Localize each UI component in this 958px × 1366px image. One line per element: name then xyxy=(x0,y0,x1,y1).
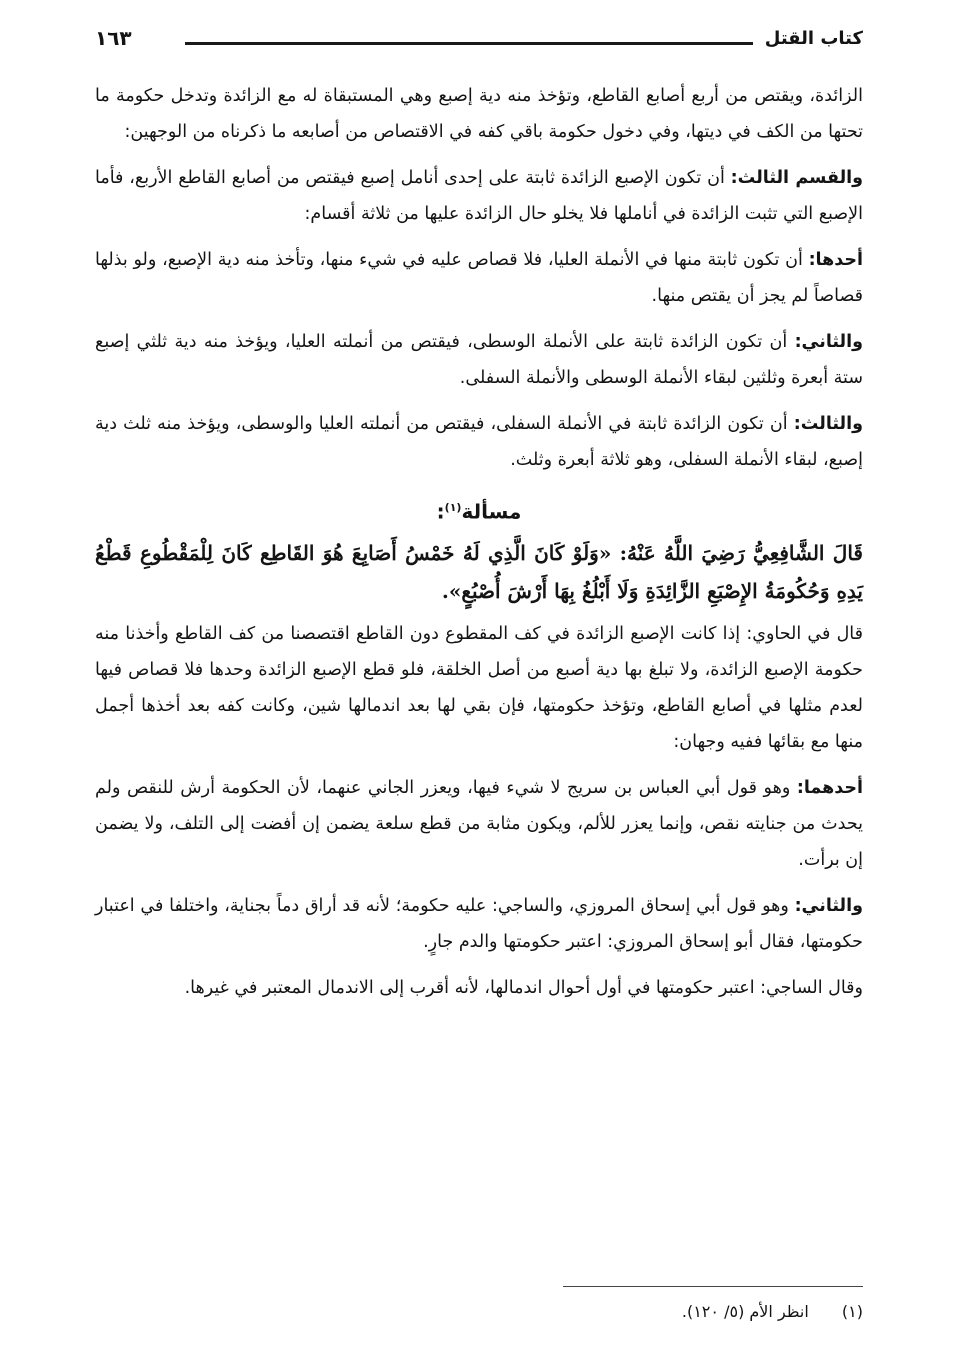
quoted-text: قَالَ الشَّافِعِيُّ رَضِيَ اللَّهُ عَنْهُ: «وَلَوْ كَانَ الَّذِي لَهُ خَمْسُ أَصَابِعَ هُوَ القَاطِع كَانَ لِلْمَقْطُوعِ قَطْعُ يَدِهِ وَحُكُومَةُ الإِصْبَعِ الزَّائِدَةِ وَلَا أَبْلُغُ بِهَا أَرْشَ أُصْبُعٍ». xyxy=(95,540,863,603)
paragraph: والثاني: أن تكون الزائدة ثابتة على الأنملة الوسطى، فيقتص من أنملته العليا، ويؤخذ منه دية ثلثي إصبع ستة أبعرة وثلثين لبقاء الأنملة الوسطى والأنملة السفلى. xyxy=(95,332,863,388)
section-heading: مسألة$^{(١)}$: xyxy=(436,499,522,524)
footnote-ref: (١) xyxy=(444,501,462,514)
paragraph-lead: أحدها: xyxy=(808,250,863,270)
main-text xyxy=(95,78,863,1016)
footnote xyxy=(682,1302,863,1321)
paragraph: أحدهما: وهو قول أبي العباس بن سريج لا شيء فيها، ويعزر الجاني عنهما، لأن الحكومة أرش للنقص ولم يحدث من جنايته نقص، وإنما يعزر للألم، ويكون مثابة من قطع سلعة يضمن إن أفضت إلى التلف، ولا يضمن إن برأت. xyxy=(95,777,863,870)
paragraph: قال في الحاوي: إذا كانت الإصبع الزائدة في كف المقطوع دون القاطع اقتصصنا من كف القاطع وأخذنا منه حكومة الإصبع الزائدة، ولا تبلغ بها دية أصبع من أصل الخلقة، فلو قطع الإصبع الزائدة وحدها فلا قصاص فيها لعدم مثلها في أصابع القاطع، وتؤخذ حكومتها، فإن بقي لها بعد اندمالها شين، وكانت كفه بعد أخذها أجمل منها مع بقائها ففيه وجهان: xyxy=(95,623,863,752)
chapter-title: كتاب القتل xyxy=(764,28,863,49)
paragraph-lead: أحدهما: xyxy=(796,777,863,798)
paragraph: والقسم الثالث: أن تكون الإصبع الزائدة ثابتة على إحدى أنامل إصبع فيقتص من أصابع القاطع الأربع، فأما الإصبع التي تثبت الزائدة في أناملها فلا يخلو حال الزائدة عليها من ثلاثة أقسام: xyxy=(95,168,864,224)
paragraph: والثاني: وهو قول أبي إسحاق المروزي، والساجي: عليه حكومة؛ لأنه قد أراق دماً بجناية، واختلفا في اعتبار حكومتها، فقال أبو إسحاق المروزي: اعتبر حكومتها والدم جارٍ. xyxy=(95,895,863,952)
paragraph: أحدها: أن تكون ثابتة منها في الأنملة العليا، فلا قصاص عليه في شيء منها، وتأخذ منه دية الإصبع، ولو بذلها قصاصاً لم يجز أن يقتص منها. xyxy=(95,250,863,306)
footnote-text: انظر الأم (٥/ ١٢٠). xyxy=(681,1302,809,1321)
footnote-divider xyxy=(563,1286,863,1287)
running-header xyxy=(95,22,863,62)
paragraph-lead: والثاني: xyxy=(794,895,863,916)
paragraph-lead: والثاني: xyxy=(794,332,863,352)
footnote-number: (١) xyxy=(841,1302,863,1321)
page-number: ١٦٣ xyxy=(95,26,132,50)
paragraph: وقال الساجي: اعتبر حكومتها في أول أحوال اندمالها، لأنه أقرب إلى الاندمال المعتبر في غيرها. xyxy=(184,977,863,998)
paragraph: والثالث: أن تكون الزائدة ثابتة في الأنملة السفلى، فيقتص من أنملته العليا والوسطى، ويؤخذ منه ثلث دية إصبع، لبقاء الأنملة السفلى، وهو ثلاثة أبعرة وثلث. xyxy=(95,414,863,470)
paragraph: الزائدة، ويقتص من أربع أصابع القاطع، وتؤخذ منه دية إصبع وهي المستبقاة له مع الزائدة وتدخل حكومة ما تحتها من الكف في ديتها، وفي دخول حكومة باقي كفه في الاقتصاص من أصابعه ما ذكرناه من الوجهين: xyxy=(95,86,863,142)
header-rule xyxy=(185,42,753,45)
document-page xyxy=(95,22,863,1366)
paragraph-lead: والثالث: xyxy=(793,414,863,434)
paragraph-lead: والقسم الثالث: xyxy=(730,168,864,188)
